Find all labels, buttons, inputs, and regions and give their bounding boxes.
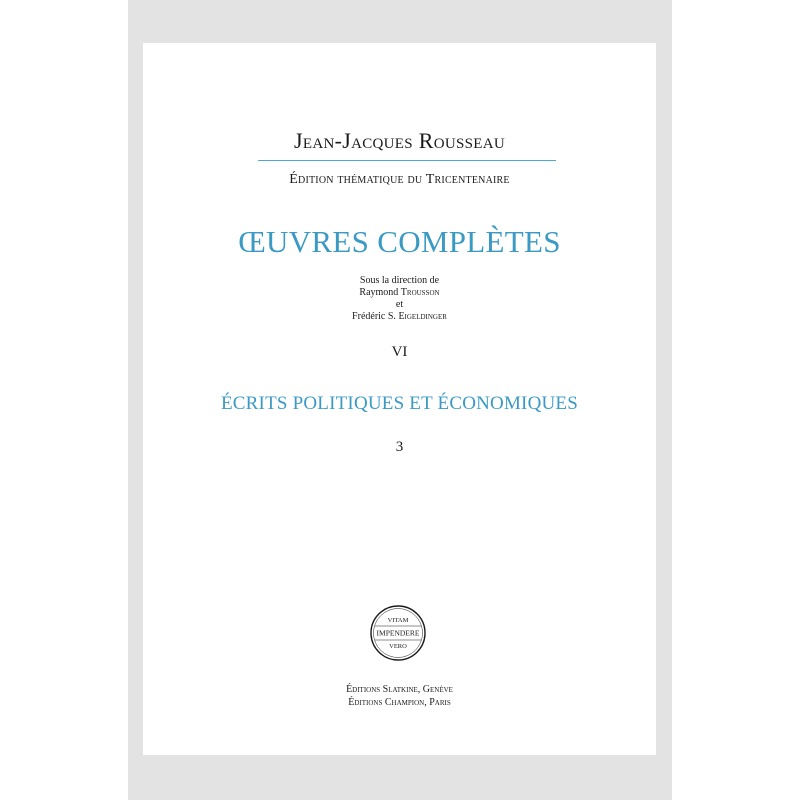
part-number: 3 [395, 439, 404, 455]
editor-1 [143, 287, 656, 299]
publishers [143, 683, 656, 709]
direction-conjunction: et [395, 299, 404, 310]
editor-1-last: Trousson [400, 287, 440, 298]
volume-number: VI [391, 344, 408, 360]
edition-line: Édition thématique du Tricentenaire [289, 172, 510, 187]
title-rule [258, 160, 556, 161]
seal-line-2: IMPENDERE [376, 628, 420, 638]
series-title: ŒUVRES COMPLÈTES [238, 224, 561, 259]
vitam-impendere-vero-seal [369, 604, 427, 662]
volume-subtitle: ÉCRITS POLITIQUES ET ÉCONOMIQUES [220, 393, 579, 414]
editor-2-last: Eigeldinger [398, 311, 447, 322]
editorial-direction [143, 275, 656, 323]
editor-2 [143, 311, 656, 323]
seal-line-1: VITAM [387, 617, 409, 624]
editor-2-first: Frédéric S. [352, 311, 399, 322]
publisher-2: Éditions Champion, Paris [348, 697, 451, 708]
seal-line-3: VERO [389, 643, 407, 650]
author-name: Jean-Jacques Rousseau [294, 128, 505, 153]
publisher-1: Éditions Slatkine, Genève [346, 684, 453, 695]
direction-intro: Sous la direction de [359, 275, 440, 286]
editor-1-first: Raymond [359, 287, 401, 298]
book-cover [143, 43, 656, 755]
